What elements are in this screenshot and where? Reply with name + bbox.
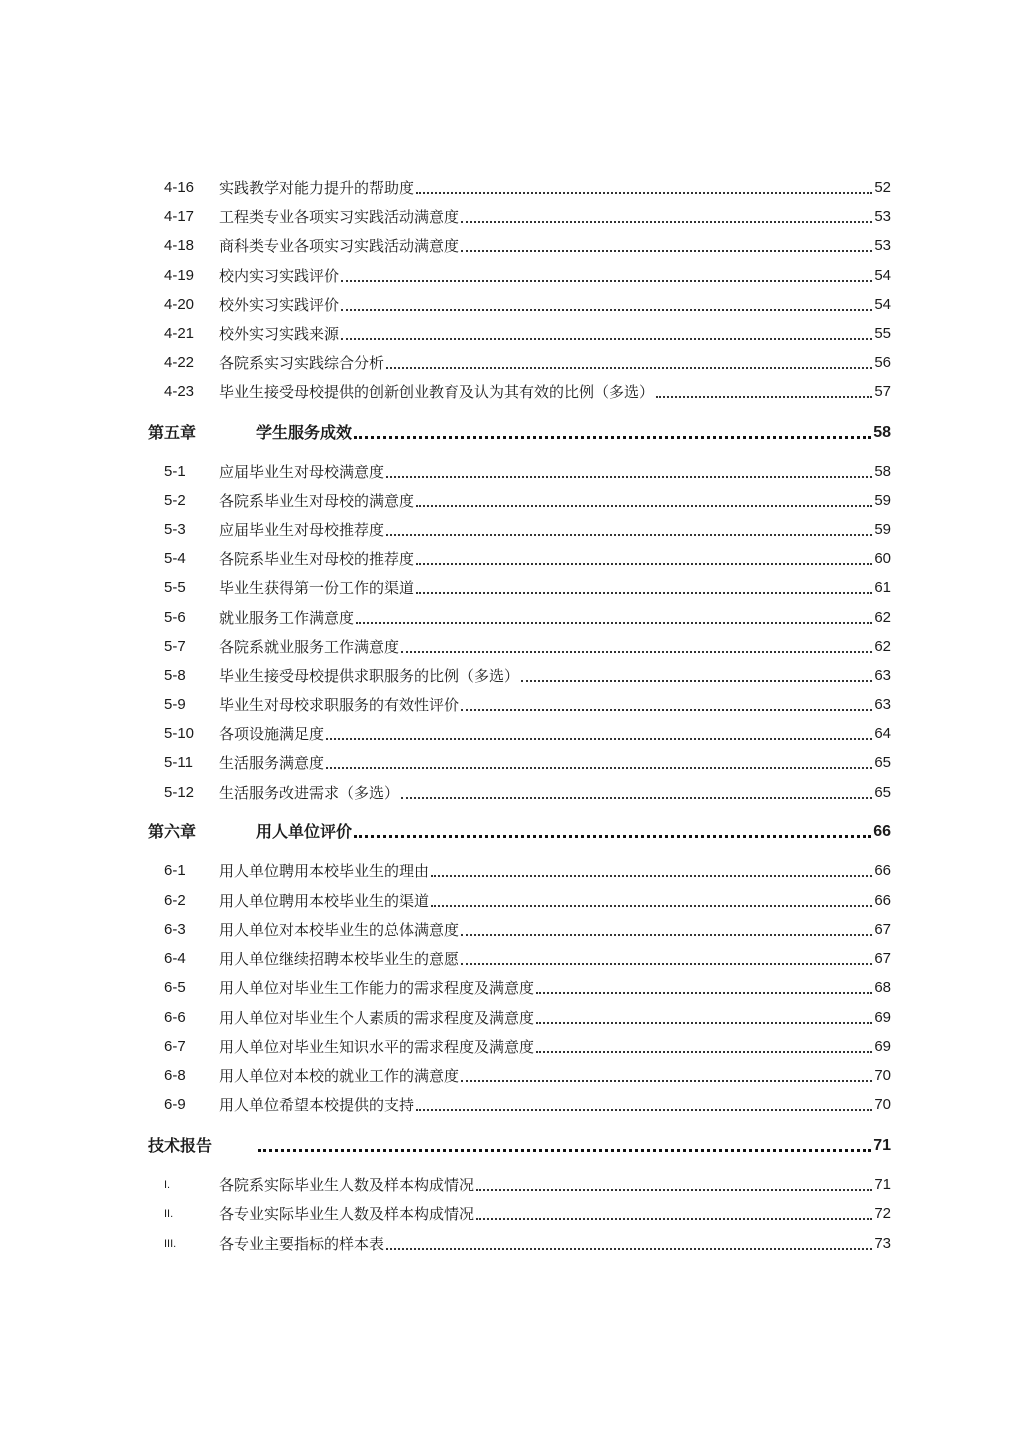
toc-leader-line bbox=[219, 350, 891, 376]
toc-leader-line bbox=[219, 721, 891, 747]
page-number: 65 bbox=[874, 754, 891, 771]
entry-title: 各院系实习实践综合分析 bbox=[219, 354, 385, 372]
toc-entry-row[interactable] bbox=[0, 292, 1024, 318]
toc-entry-row[interactable] bbox=[0, 663, 1024, 689]
entry-title: 生活服务满意度 bbox=[219, 754, 325, 772]
entry-number: 4-16 bbox=[164, 179, 195, 196]
dot-leader bbox=[401, 650, 872, 653]
page-number: 53 bbox=[874, 208, 891, 225]
page-number: 72 bbox=[874, 1205, 891, 1222]
dot-leader bbox=[521, 679, 872, 682]
entry-title: 用人单位对毕业生工作能力的需求程度及满意度 bbox=[219, 979, 535, 997]
dot-leader bbox=[401, 796, 872, 799]
toc-leader-line bbox=[256, 819, 891, 845]
toc-leader-line bbox=[219, 1231, 891, 1257]
page-number: 71 bbox=[873, 1137, 891, 1154]
toc-leader-line bbox=[219, 946, 891, 972]
page-number: 54 bbox=[874, 296, 891, 313]
toc-entry-row[interactable] bbox=[0, 946, 1024, 972]
dot-leader bbox=[341, 308, 872, 311]
entry-title: 用人单位希望本校提供的支持 bbox=[219, 1096, 415, 1114]
page-number: 57 bbox=[874, 383, 891, 400]
toc-leader-line bbox=[219, 634, 891, 660]
entry-title: 就业服务工作满意度 bbox=[219, 609, 355, 627]
entry-title: 实践教学对能力提升的帮助度 bbox=[219, 179, 415, 197]
page-number: 70 bbox=[874, 1096, 891, 1113]
entry-number: 6-7 bbox=[164, 1038, 186, 1055]
entry-number: 4-17 bbox=[164, 208, 195, 225]
entry-number: 6-2 bbox=[164, 892, 186, 909]
page-number: 62 bbox=[874, 609, 891, 626]
toc-entry-row[interactable] bbox=[0, 517, 1024, 543]
entry-title: 用人单位对本校的就业工作的满意度 bbox=[219, 1067, 460, 1085]
dot-leader bbox=[386, 366, 872, 369]
entry-title: 用人单位对毕业生个人素质的需求程度及满意度 bbox=[219, 1009, 535, 1027]
toc-entry-row[interactable] bbox=[0, 350, 1024, 376]
toc-entry-row[interactable] bbox=[0, 488, 1024, 514]
page-number: 55 bbox=[874, 325, 891, 342]
page-number: 66 bbox=[874, 862, 891, 879]
entry-title: 毕业生对母校求职服务的有效性评价 bbox=[219, 696, 460, 714]
entry-number: II. bbox=[164, 1208, 174, 1220]
dot-leader bbox=[461, 962, 872, 965]
page-number: 59 bbox=[874, 521, 891, 538]
toc-entry-row[interactable] bbox=[0, 750, 1024, 776]
page-number: 64 bbox=[874, 725, 891, 742]
entry-number: 5-1 bbox=[164, 463, 186, 480]
toc-leader-line bbox=[219, 379, 891, 405]
toc-leader-line bbox=[219, 605, 891, 631]
page-number: 69 bbox=[874, 1038, 891, 1055]
entry-title: 毕业生获得第一份工作的渠道 bbox=[219, 579, 415, 597]
toc-chapter-row[interactable] bbox=[0, 819, 1024, 845]
page-number: 63 bbox=[874, 696, 891, 713]
page-number: 56 bbox=[874, 354, 891, 371]
entry-title: 用人单位对毕业生知识水平的需求程度及满意度 bbox=[219, 1038, 535, 1056]
toc-entry-row[interactable] bbox=[0, 888, 1024, 914]
entry-title: 应届毕业生对母校推荐度 bbox=[219, 521, 385, 539]
toc-leader-line bbox=[219, 292, 891, 318]
entry-number: 5-11 bbox=[164, 754, 193, 771]
dot-leader bbox=[326, 737, 872, 740]
dot-leader bbox=[656, 395, 872, 398]
dot-leader bbox=[461, 220, 872, 223]
chapter-label: 技术报告 bbox=[148, 1136, 213, 1155]
entry-title: 校外实习实践来源 bbox=[219, 325, 340, 343]
page-number: 67 bbox=[874, 921, 891, 938]
entry-title: 工程类专业各项实习实践活动满意度 bbox=[219, 208, 460, 226]
entry-number: 5-2 bbox=[164, 492, 186, 509]
dot-leader bbox=[431, 904, 872, 907]
entry-title: 用人单位聘用本校毕业生的理由 bbox=[219, 862, 430, 880]
page-number: 58 bbox=[874, 463, 891, 480]
toc-leader-line bbox=[219, 233, 891, 259]
entry-number: 5-7 bbox=[164, 638, 186, 655]
toc-chapter-row[interactable] bbox=[0, 420, 1024, 446]
toc-entry-row[interactable] bbox=[0, 1092, 1024, 1118]
toc-leader-line bbox=[219, 204, 891, 230]
toc-leader-line bbox=[219, 975, 891, 1001]
toc-entry-row[interactable] bbox=[0, 605, 1024, 631]
dot-leader bbox=[354, 834, 871, 838]
toc-entry-row[interactable] bbox=[0, 379, 1024, 405]
entry-number: 5-6 bbox=[164, 609, 186, 626]
dot-leader bbox=[431, 874, 872, 877]
dot-leader bbox=[258, 1148, 871, 1152]
page-number: 54 bbox=[874, 267, 891, 284]
entry-number: 6-3 bbox=[164, 921, 186, 938]
toc-entry-row[interactable] bbox=[0, 917, 1024, 943]
entry-title: 应届毕业生对母校满意度 bbox=[219, 463, 385, 481]
entry-title: 用人单位继续招聘本校毕业生的意愿 bbox=[219, 950, 460, 968]
page-number: 53 bbox=[874, 237, 891, 254]
entry-title: 各院系毕业生对母校的满意度 bbox=[219, 492, 415, 510]
chapter-label: 第五章 bbox=[148, 423, 197, 442]
toc-entry-row[interactable] bbox=[0, 175, 1024, 201]
toc-entry-row[interactable] bbox=[0, 1034, 1024, 1060]
toc-leader-line bbox=[219, 692, 891, 718]
page-number: 66 bbox=[874, 892, 891, 909]
entry-title: 校内实习实践评价 bbox=[219, 267, 340, 285]
entry-number: 5-8 bbox=[164, 667, 186, 684]
entry-title: 各院系毕业生对母校的推荐度 bbox=[219, 550, 415, 568]
dot-leader bbox=[326, 766, 872, 769]
toc-leader-line bbox=[219, 750, 891, 776]
chapter-label: 第六章 bbox=[148, 822, 197, 841]
dot-leader bbox=[476, 1188, 872, 1191]
entry-number: 4-20 bbox=[164, 296, 195, 313]
dot-leader bbox=[461, 1079, 872, 1082]
entry-number: 4-22 bbox=[164, 354, 195, 371]
dot-leader bbox=[416, 191, 872, 194]
toc-entry-row[interactable] bbox=[0, 1231, 1024, 1257]
toc-leader-line bbox=[219, 1092, 891, 1118]
page-number: 63 bbox=[874, 667, 891, 684]
toc-entry-row[interactable] bbox=[0, 1172, 1024, 1198]
page-number: 68 bbox=[874, 979, 891, 996]
dot-leader bbox=[356, 621, 872, 624]
entry-title: 用人单位聘用本校毕业生的渠道 bbox=[219, 892, 430, 910]
entry-title: 生活服务改进需求（多选） bbox=[219, 784, 400, 802]
toc-entry-row[interactable] bbox=[0, 858, 1024, 884]
toc-entry-row[interactable] bbox=[0, 780, 1024, 806]
entry-number: I. bbox=[164, 1179, 171, 1191]
toc-leader-line bbox=[219, 1034, 891, 1060]
dot-leader bbox=[476, 1217, 872, 1220]
dot-leader bbox=[341, 337, 872, 340]
dot-leader bbox=[536, 1021, 872, 1024]
dot-leader bbox=[386, 533, 872, 536]
toc-entry-row[interactable] bbox=[0, 233, 1024, 259]
page-number: 69 bbox=[874, 1009, 891, 1026]
entry-title: 商科类专业各项实习实践活动满意度 bbox=[219, 237, 460, 255]
dot-leader bbox=[416, 562, 872, 565]
toc-entry-row[interactable] bbox=[0, 459, 1024, 485]
entry-number: 6-1 bbox=[164, 862, 186, 879]
entry-title: 各院系就业服务工作满意度 bbox=[219, 638, 400, 656]
page-number: 67 bbox=[874, 950, 891, 967]
entry-title: 各专业实际毕业生人数及样本构成情况 bbox=[219, 1205, 475, 1223]
dot-leader bbox=[416, 591, 872, 594]
page-number: 52 bbox=[874, 179, 891, 196]
chapter-title: 学生服务成效 bbox=[256, 423, 353, 442]
entry-number: 6-9 bbox=[164, 1096, 186, 1113]
toc-leader-line bbox=[219, 459, 891, 485]
dot-leader bbox=[416, 504, 872, 507]
toc-entry-row[interactable] bbox=[0, 721, 1024, 747]
entry-number: 4-19 bbox=[164, 267, 195, 284]
chapter-title: 用人单位评价 bbox=[256, 822, 353, 841]
entry-number: 6-6 bbox=[164, 1009, 186, 1026]
toc-entry-row[interactable] bbox=[0, 1201, 1024, 1227]
page-number: 61 bbox=[874, 579, 891, 596]
dot-leader bbox=[386, 475, 872, 478]
dot-leader bbox=[461, 708, 872, 711]
entry-title: 各专业主要指标的样本表 bbox=[219, 1235, 385, 1253]
dot-leader bbox=[354, 435, 871, 439]
entry-number: 6-4 bbox=[164, 950, 186, 967]
page-number: 60 bbox=[874, 550, 891, 567]
toc-entry-row[interactable] bbox=[0, 975, 1024, 1001]
entry-title: 各院系实际毕业生人数及样本构成情况 bbox=[219, 1176, 475, 1194]
toc-leader-line bbox=[219, 263, 891, 289]
toc-entry-row[interactable] bbox=[0, 263, 1024, 289]
entry-number: 6-8 bbox=[164, 1067, 186, 1084]
page-number: 73 bbox=[874, 1235, 891, 1252]
entry-number: 5-10 bbox=[164, 725, 195, 742]
toc-entry-row[interactable] bbox=[0, 692, 1024, 718]
page-number: 62 bbox=[874, 638, 891, 655]
toc-leader-line bbox=[219, 517, 891, 543]
entry-number: III. bbox=[164, 1238, 177, 1250]
dot-leader bbox=[416, 1108, 872, 1111]
entry-number: 6-5 bbox=[164, 979, 186, 996]
toc-leader-line bbox=[219, 1201, 891, 1227]
entry-number: 5-5 bbox=[164, 579, 186, 596]
dot-leader bbox=[386, 1247, 872, 1250]
page-number: 70 bbox=[874, 1067, 891, 1084]
toc-chapter-row[interactable] bbox=[0, 1133, 1024, 1159]
entry-title: 校外实习实践评价 bbox=[219, 296, 340, 314]
toc-leader-line bbox=[219, 917, 891, 943]
toc-leader-line bbox=[256, 1133, 891, 1159]
entry-title: 毕业生接受母校提供的创新创业教育及认为其有效的比例（多选） bbox=[219, 383, 655, 401]
toc-leader-line bbox=[219, 546, 891, 572]
entry-number: 4-18 bbox=[164, 237, 195, 254]
toc-leader-line bbox=[219, 1172, 891, 1198]
toc-entry-row[interactable] bbox=[0, 1063, 1024, 1089]
entry-number: 5-4 bbox=[164, 550, 186, 567]
toc-entry-row[interactable] bbox=[0, 575, 1024, 601]
dot-leader bbox=[536, 1050, 872, 1053]
toc-entry-row[interactable] bbox=[0, 634, 1024, 660]
page-number: 58 bbox=[873, 424, 891, 441]
page-number: 59 bbox=[874, 492, 891, 509]
toc-leader-line bbox=[219, 1063, 891, 1089]
toc-leader-line bbox=[219, 1005, 891, 1031]
entry-number: 5-12 bbox=[164, 784, 195, 801]
toc-entry-row[interactable] bbox=[0, 1005, 1024, 1031]
entry-number: 4-21 bbox=[164, 325, 195, 342]
toc-leader-line bbox=[219, 175, 891, 201]
page-number: 71 bbox=[874, 1176, 891, 1193]
toc-entry-row[interactable] bbox=[0, 204, 1024, 230]
toc-leader-line bbox=[219, 858, 891, 884]
dot-leader bbox=[461, 249, 872, 252]
entry-number: 5-9 bbox=[164, 696, 186, 713]
toc-leader-line bbox=[219, 663, 891, 689]
entry-number: 4-23 bbox=[164, 383, 195, 400]
entry-title: 用人单位对本校毕业生的总体满意度 bbox=[219, 921, 460, 939]
toc-leader-line bbox=[219, 321, 891, 347]
dot-leader bbox=[536, 991, 872, 994]
dot-leader bbox=[461, 933, 872, 936]
toc-leader-line bbox=[256, 420, 891, 446]
toc-leader-line bbox=[219, 888, 891, 914]
toc-leader-line bbox=[219, 780, 891, 806]
entry-title: 毕业生接受母校提供求职服务的比例（多选） bbox=[219, 667, 520, 685]
toc-leader-line bbox=[219, 488, 891, 514]
page-number: 65 bbox=[874, 784, 891, 801]
toc-leader-line bbox=[219, 575, 891, 601]
dot-leader bbox=[341, 279, 872, 282]
page-number: 66 bbox=[873, 823, 891, 840]
entry-number: 5-3 bbox=[164, 521, 186, 538]
toc-entry-row[interactable] bbox=[0, 546, 1024, 572]
entry-title: 各项设施满足度 bbox=[219, 725, 325, 743]
toc-entry-row[interactable] bbox=[0, 321, 1024, 347]
